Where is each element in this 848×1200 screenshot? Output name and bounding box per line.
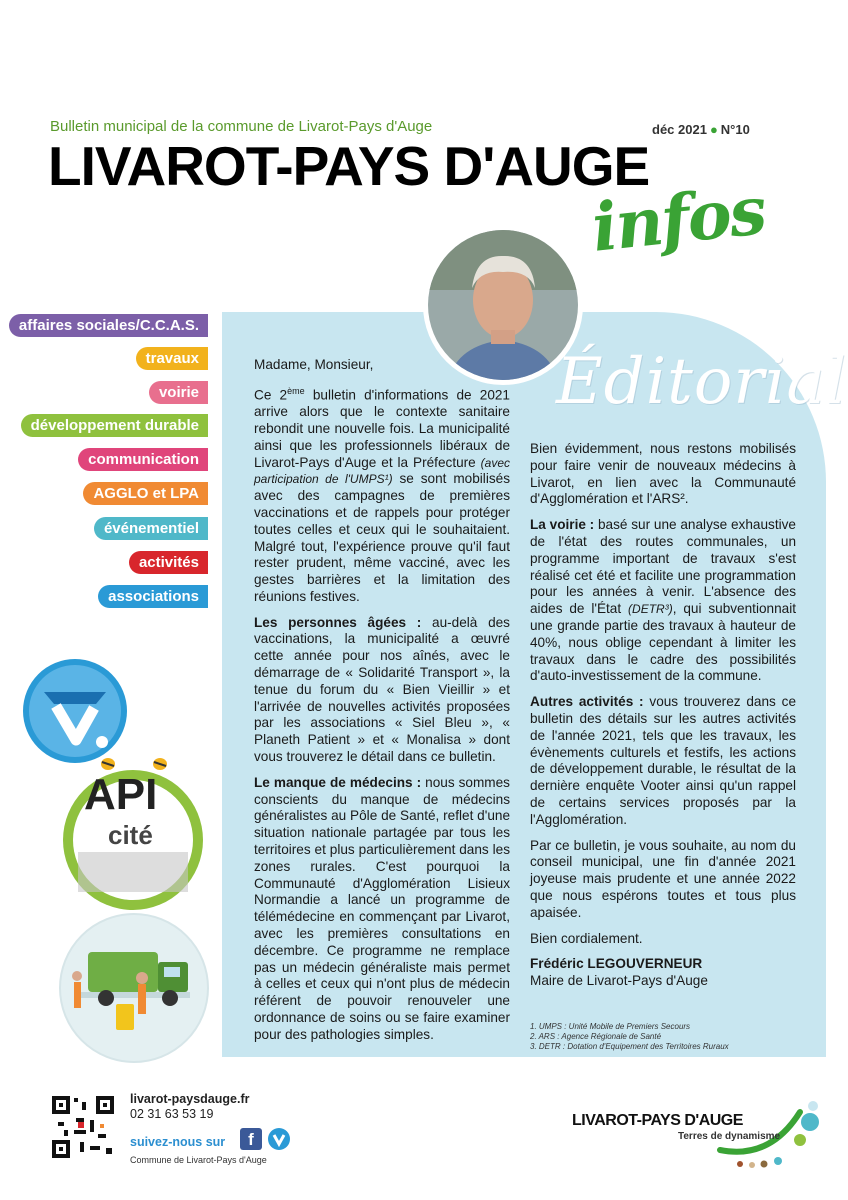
voirie-heading: La voirie : bbox=[530, 517, 595, 533]
voirie-text-b: , qui subventionnait une grande partie des travaux à hauteur de 40%, nous oblige cependant à limiter les travaux dans le cadre des possibilités d'auto-investissement de la commune. bbox=[530, 601, 797, 684]
editorial-heading: Éditorial bbox=[556, 345, 848, 419]
tag-communication[interactable]: communication bbox=[78, 448, 208, 471]
footnote: 3. DETR : Dotation d'Equipement des Territoires Ruraux bbox=[530, 1042, 729, 1051]
api-logo-subtext: cité bbox=[108, 820, 153, 850]
voirie-text-a: basé sur une analyse exhaustive de l'état des routes communales, un programme important de travaux s'est réalisé cet été et facilite une programmation pour les années à venir. L'absence des aides de l'État bbox=[530, 517, 796, 617]
follow-us-label: suivez-nous sur bbox=[130, 1135, 226, 1149]
bullet-dot-icon: ● bbox=[709, 122, 718, 137]
intro-italic: (avec participation de l'UMPS¹) bbox=[254, 455, 510, 487]
tag-travaux[interactable]: travaux bbox=[136, 347, 208, 370]
town-logo-tagline: Terres de dynamisme bbox=[678, 1131, 781, 1142]
article-column-left bbox=[254, 357, 510, 1053]
footnote: 2. ARS : Agence Régionale de Santé bbox=[530, 1032, 662, 1041]
intro-text-c: se sont mobilisés avec des campagnes de premières vaccinations et de rappels pour protéger toutes celles et ceux qui le souhaitaient. Malgré tout, l'expérience prouve qu'il faut rester prudent, même vacciné, avec les gestes barrières et la limitation des réunions festives. bbox=[254, 471, 510, 604]
commune-caption: Commune de Livarot-Pays d'Auge bbox=[130, 1155, 267, 1165]
qr-code-icon[interactable] bbox=[50, 1094, 116, 1160]
masthead-infos: infos bbox=[588, 171, 769, 267]
tag-agglo-lpa[interactable]: AGGLO et LPA bbox=[83, 482, 208, 505]
phone-number: 02 31 63 53 19 bbox=[130, 1107, 214, 1121]
paragraph-mobilises: Bien évidemment, nous restons mobilisés pour faire venir de nouveaux médecins à Livarot, en lien avec la Communauté d'Agglomération et l'ARS². bbox=[530, 441, 796, 507]
autres-activites-text: vous trouverez dans ce bulletin des détails sur les autres activités de l'année 2021, tels que les travaux, les évènements culturels et festifs, les actions de développement durable, le résultat de la dernière enquête Vooter ainsi qu'un rappel de certains services proposés par la l'Agglomération. bbox=[530, 694, 796, 827]
closing: Bien cordialement. bbox=[530, 930, 643, 946]
vooter-logo-icon bbox=[22, 658, 128, 764]
town-logo-name: LIVAROT-PAYS D'AUGE bbox=[572, 1112, 743, 1129]
medecins-heading: Le manque de médecins : bbox=[254, 774, 422, 790]
tag-associations[interactable]: associations bbox=[98, 585, 208, 608]
intro-text-b: bulletin d'informations de 2021 arrive alors que le contexte sanitaire rebondit une nouvelle fois. La municipalité ainsi que les professionnels libéraux de Livarot-Pays d'Auge et la Préfecture bbox=[254, 387, 510, 470]
paragraph-medecins bbox=[254, 775, 510, 1044]
bulletin-subtitle: Bulletin municipal de la commune de Livarot-Pays d'Auge bbox=[50, 118, 433, 135]
autres-activites-heading: Autres activités : bbox=[530, 694, 644, 710]
tag-voirie[interactable]: voirie bbox=[149, 381, 208, 404]
vooter-icon[interactable] bbox=[268, 1128, 290, 1150]
website-link[interactable]: livarot-paysdauge.fr bbox=[130, 1092, 250, 1106]
footnotes bbox=[530, 1022, 800, 1052]
tag-developpement-durable[interactable]: développement durable bbox=[21, 414, 208, 437]
intro-text-a: Ce 2 bbox=[254, 387, 288, 403]
tag-affaires-sociales[interactable]: affaires sociales/C.C.A.S. bbox=[9, 314, 208, 337]
paragraph-personnes-agees bbox=[254, 615, 510, 766]
masthead-title: LIVAROT-PAYS D'AUGE bbox=[48, 135, 650, 197]
issue-info bbox=[652, 122, 750, 137]
api-logo-text: API bbox=[84, 770, 158, 819]
tag-evenementiel[interactable]: événementiel bbox=[94, 517, 208, 540]
signature-title: Maire de Livarot-Pays d'Auge bbox=[530, 973, 708, 989]
facebook-icon[interactable]: f bbox=[240, 1128, 262, 1150]
personnes-agees-text: au-delà des vaccinations, la municipalité a œuvré cette année pour nos aînés, avec le démarrage de « Solidarité Transport », la tenue du forum du « Bien Vieillir » et l'arrivée de nouvelles activités proposées par les associations « Siel Bleu », « Planeth Patient » et « Monalisa » dont vous trouverez le détail dans ce bulletin. bbox=[254, 614, 510, 765]
voirie-italic: (DETR³) bbox=[628, 602, 673, 617]
greeting: Madame, Monsieur, bbox=[254, 357, 374, 372]
paragraph-autres-activites bbox=[530, 694, 796, 828]
paragraph-intro bbox=[254, 383, 510, 606]
intro-superscript: ème bbox=[287, 385, 305, 396]
signature-name: Frédéric LEGOUVERNEUR bbox=[530, 956, 703, 972]
article-column-right bbox=[530, 441, 796, 990]
medecins-text: nous sommes conscients du manque de médecins généralistes au Pôle de Santé, reflet d'une situation nationale partagée par tous les territoires et plus particulièrement dans les zones rurales. C'est pourquoi la Communauté d'Agglomération Lisieux Normandie a lancé un programme de télémédecine en commençant par Livarot, avec les premières consultations en décembre. Ce programme ne remplace pas un médecin généraliste mais permet à celles et ceux qui n'ont plus de médecin référent de pouvoir renouveler une ordonnance de soins ou se faire examiner pour des pathologies simples. bbox=[254, 774, 510, 1042]
garbage-truck-illustration-icon bbox=[58, 912, 210, 1064]
paragraph-voeux: Par ce bulletin, je vous souhaite, au nom du conseil municipal, une fin d'année 2021 joyeuse mais prudente et une année 2022 que nous espérons toutes et tous plus apaisée. bbox=[530, 837, 796, 920]
paragraph-voirie bbox=[530, 517, 796, 685]
tag-activites[interactable]: activités bbox=[129, 551, 208, 574]
issue-date: déc 2021 bbox=[652, 122, 707, 137]
footnote: 1. UMPS : Unité Mobile de Premiers Secours bbox=[530, 1022, 691, 1031]
personnes-agees-heading: Les personnes âgées : bbox=[254, 614, 422, 630]
issue-number: N°10 bbox=[720, 122, 750, 137]
